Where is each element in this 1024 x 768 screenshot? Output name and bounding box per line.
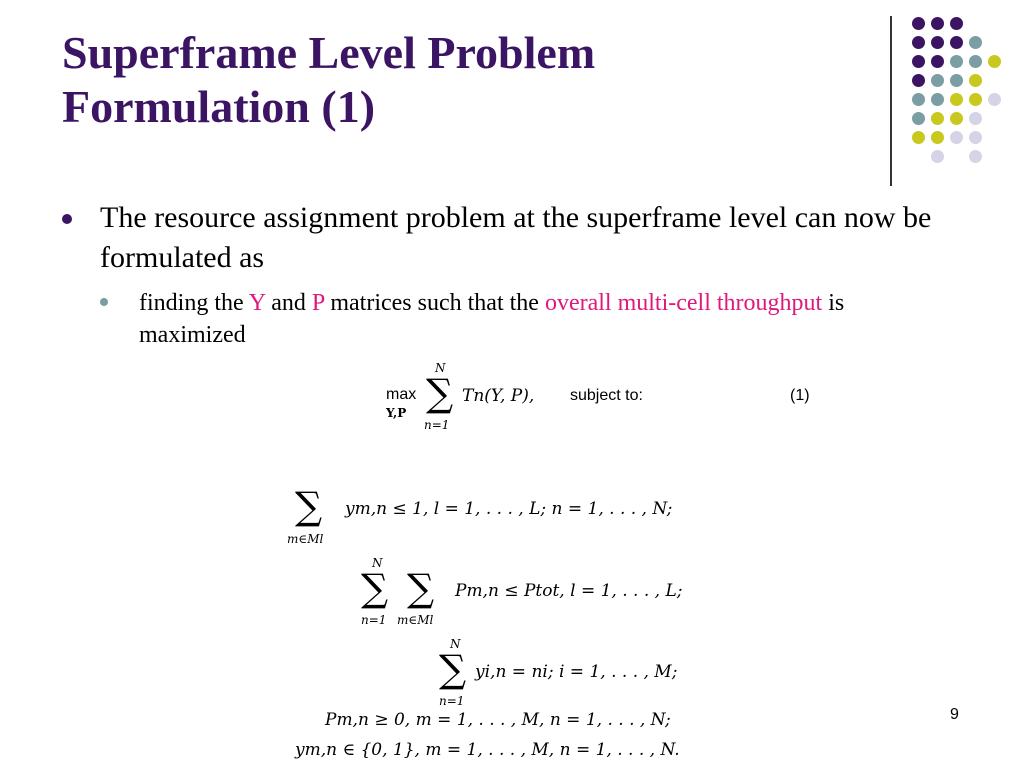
dot-yellow: [931, 131, 944, 144]
sum-upper-limit: N: [372, 556, 383, 570]
sum-lower-limit: n=1: [424, 418, 450, 432]
subject-to-label: subject to:: [570, 387, 643, 404]
dot-yellow: [950, 93, 963, 106]
dot-purple: [950, 17, 963, 30]
sum-upper-limit: N: [450, 637, 461, 651]
constraint-1: [285, 485, 715, 545]
bullet-level-1: [62, 198, 962, 278]
slide-title-line-1: Superframe Level Problem: [62, 27, 596, 78]
dot-purple: [912, 55, 925, 68]
dot-teal: [950, 55, 963, 68]
constraint-4: [325, 710, 725, 734]
constraint-5: [295, 740, 725, 764]
dot-yellow: [988, 55, 1001, 68]
max-operator: max: [386, 386, 417, 403]
dot-teal: [912, 112, 925, 125]
dot-yellow: [950, 112, 963, 125]
dot-lavender: [950, 131, 963, 144]
decorative-divider: [890, 16, 892, 186]
max-subscript: Y,P: [386, 406, 407, 420]
dot-purple: [931, 55, 944, 68]
dot-lavender: [988, 93, 1001, 106]
page-number: 9: [950, 706, 959, 723]
constraint-3: [435, 635, 715, 715]
sum-upper-limit: N: [435, 361, 446, 375]
throughput-highlight: overall multi-cell throughput: [544, 290, 823, 316]
dot-lavender: [969, 131, 982, 144]
dot-purple: [931, 17, 944, 30]
slide-title-line-2: Formulation (1): [62, 81, 376, 132]
sum-lower-limit: n=1: [361, 613, 387, 627]
summation-symbol: ∑: [295, 484, 323, 528]
dot-yellow: [931, 112, 944, 125]
constraint-2: [355, 555, 715, 635]
summation-symbol: ∑: [407, 566, 435, 610]
summation-symbol: ∑: [426, 371, 454, 415]
objective-expression: Tn(Y, P),: [462, 386, 535, 406]
dot-lavender: [931, 150, 944, 163]
matrix-p-highlight: P: [311, 290, 325, 316]
dot-teal: [950, 74, 963, 87]
sub-bullet-dot-icon: [100, 298, 108, 306]
constraint-2-expression: Pm,n ≤ Ptot, l = 1, . . . , L;: [455, 581, 683, 601]
dot-teal: [969, 55, 982, 68]
bullet-level-1-text: The resource assignment problem at the superframe level can now be formulated as: [100, 201, 932, 274]
text-segment: and: [265, 290, 312, 316]
dot-lavender: [969, 112, 982, 125]
constraint-4-expression: Pm,n ≥ 0, m = 1, . . . , M, n = 1, . . . , N;: [325, 710, 671, 730]
dot-yellow: [969, 93, 982, 106]
slide-title: [62, 26, 862, 134]
dot-teal: [931, 93, 944, 106]
bullet-level-2-text: [139, 287, 920, 351]
text-segment: is maximized: [139, 290, 845, 348]
bullet-dot-icon: [62, 214, 72, 224]
constraint-5-expression: ym,n ∈ {0, 1}, m = 1, . . . , M, n = 1, . . . , N.: [295, 740, 680, 760]
summation-symbol: ∑: [361, 566, 389, 610]
dot-teal: [931, 74, 944, 87]
dot-purple: [950, 36, 963, 49]
sum-lower-limit: m∈Ml: [397, 613, 434, 627]
bullet-level-2: [100, 287, 920, 351]
text-segment: finding the: [139, 290, 249, 316]
dot-purple: [912, 36, 925, 49]
summation-symbol: ∑: [439, 647, 467, 691]
dot-purple: [912, 74, 925, 87]
dot-lavender: [969, 150, 982, 163]
constraint-3-expression: yi,n = ni; i = 1, . . . , M;: [475, 662, 678, 682]
constraint-1-expression: ym,n ≤ 1, l = 1, . . . , L; n = 1, . . . , N;: [345, 499, 673, 519]
matrix-y-highlight: Y: [248, 290, 266, 316]
dot-teal: [912, 93, 925, 106]
dot-teal: [969, 36, 982, 49]
objective-equation: [380, 360, 840, 440]
text-segment: matrices such that the: [324, 290, 545, 316]
dot-yellow: [912, 131, 925, 144]
equation-number: (1): [790, 387, 810, 404]
sum-lower-limit: m∈Ml: [287, 532, 324, 546]
dot-purple: [931, 36, 944, 49]
sum-lower-limit: n=1: [439, 694, 465, 708]
dot-yellow: [969, 74, 982, 87]
dot-purple: [912, 17, 925, 30]
